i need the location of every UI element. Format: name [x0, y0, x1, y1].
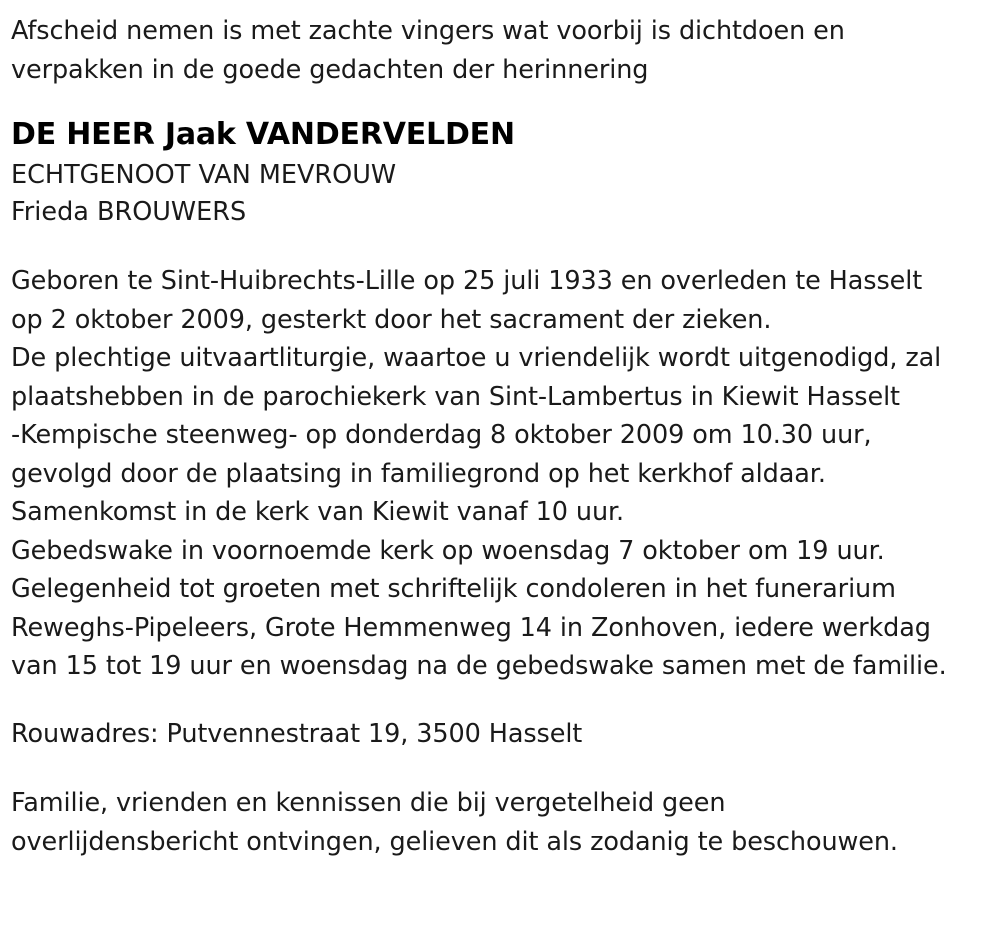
- detail-line: Samenkomst in de kerk van Kiewit vanaf 10 uur.: [11, 497, 625, 527]
- funeral-details: [11, 230, 986, 686]
- closing-notice-line: overlijdensbericht ontvingen, gelieven dit als zodanig te beschouwen.: [11, 826, 898, 857]
- detail-line: Gebedswake in voornoemde kerk op woensdag 7 oktober om 19 uur.: [11, 535, 885, 566]
- mourning-address-line: Rouwadres: Putvennestraat 19, 3500 Hasselt: [11, 718, 583, 749]
- detail-line: gevolgd door de plaatsing in familiegrond op het kerkhof aldaar.: [11, 458, 826, 489]
- spouse-label: ECHTGENOOT VAN MEVROUW: [11, 160, 397, 190]
- spouse-name: Frieda BROUWERS: [11, 196, 247, 227]
- detail-line: Geboren te Sint-Huibrechts-Lille op 25 juli 1933 en overleden te Hasselt: [11, 266, 923, 296]
- detail-line: Reweghs-Pipeleers, Grote Hemmenweg 14 in Zonhoven, iedere werkdag: [11, 612, 931, 643]
- detail-line: Gelegenheid tot groeten met schriftelijk condoleren in het funerarium: [11, 574, 896, 604]
- detail-line: -Kempische steenweg- op donderdag 8 oktober 2009 om 10.30 uur,: [11, 420, 872, 450]
- verse-line: verpakken in de goede gedachten der herinnering: [11, 54, 649, 85]
- opening-verse: [11, 12, 986, 89]
- detail-line: van 15 tot 19 uur en woensdag na de gebedswake samen met de familie.: [11, 651, 947, 681]
- closing-notice: [11, 753, 986, 861]
- detail-line: De plechtige uitvaartliturgie, waartoe u vriendelijk wordt uitgenodigd, zal: [11, 343, 942, 373]
- deceased-name-block: [11, 89, 986, 230]
- mourning-address: [11, 686, 986, 754]
- detail-line: plaatshebben in de parochiekerk van Sint-Lambertus in Kiewit Hasselt: [11, 381, 900, 412]
- verse-line: Afscheid nemen is met zachte vingers wat voorbij is dichtdoen en: [11, 16, 845, 46]
- closing-notice-line: Familie, vrienden en kennissen die bij vergetelheid geen: [11, 788, 726, 818]
- detail-line: op 2 oktober 2009, gesterkt door het sacrament der zieken.: [11, 304, 772, 335]
- deceased-name: DE HEER Jaak VANDERVELDEN: [11, 117, 515, 152]
